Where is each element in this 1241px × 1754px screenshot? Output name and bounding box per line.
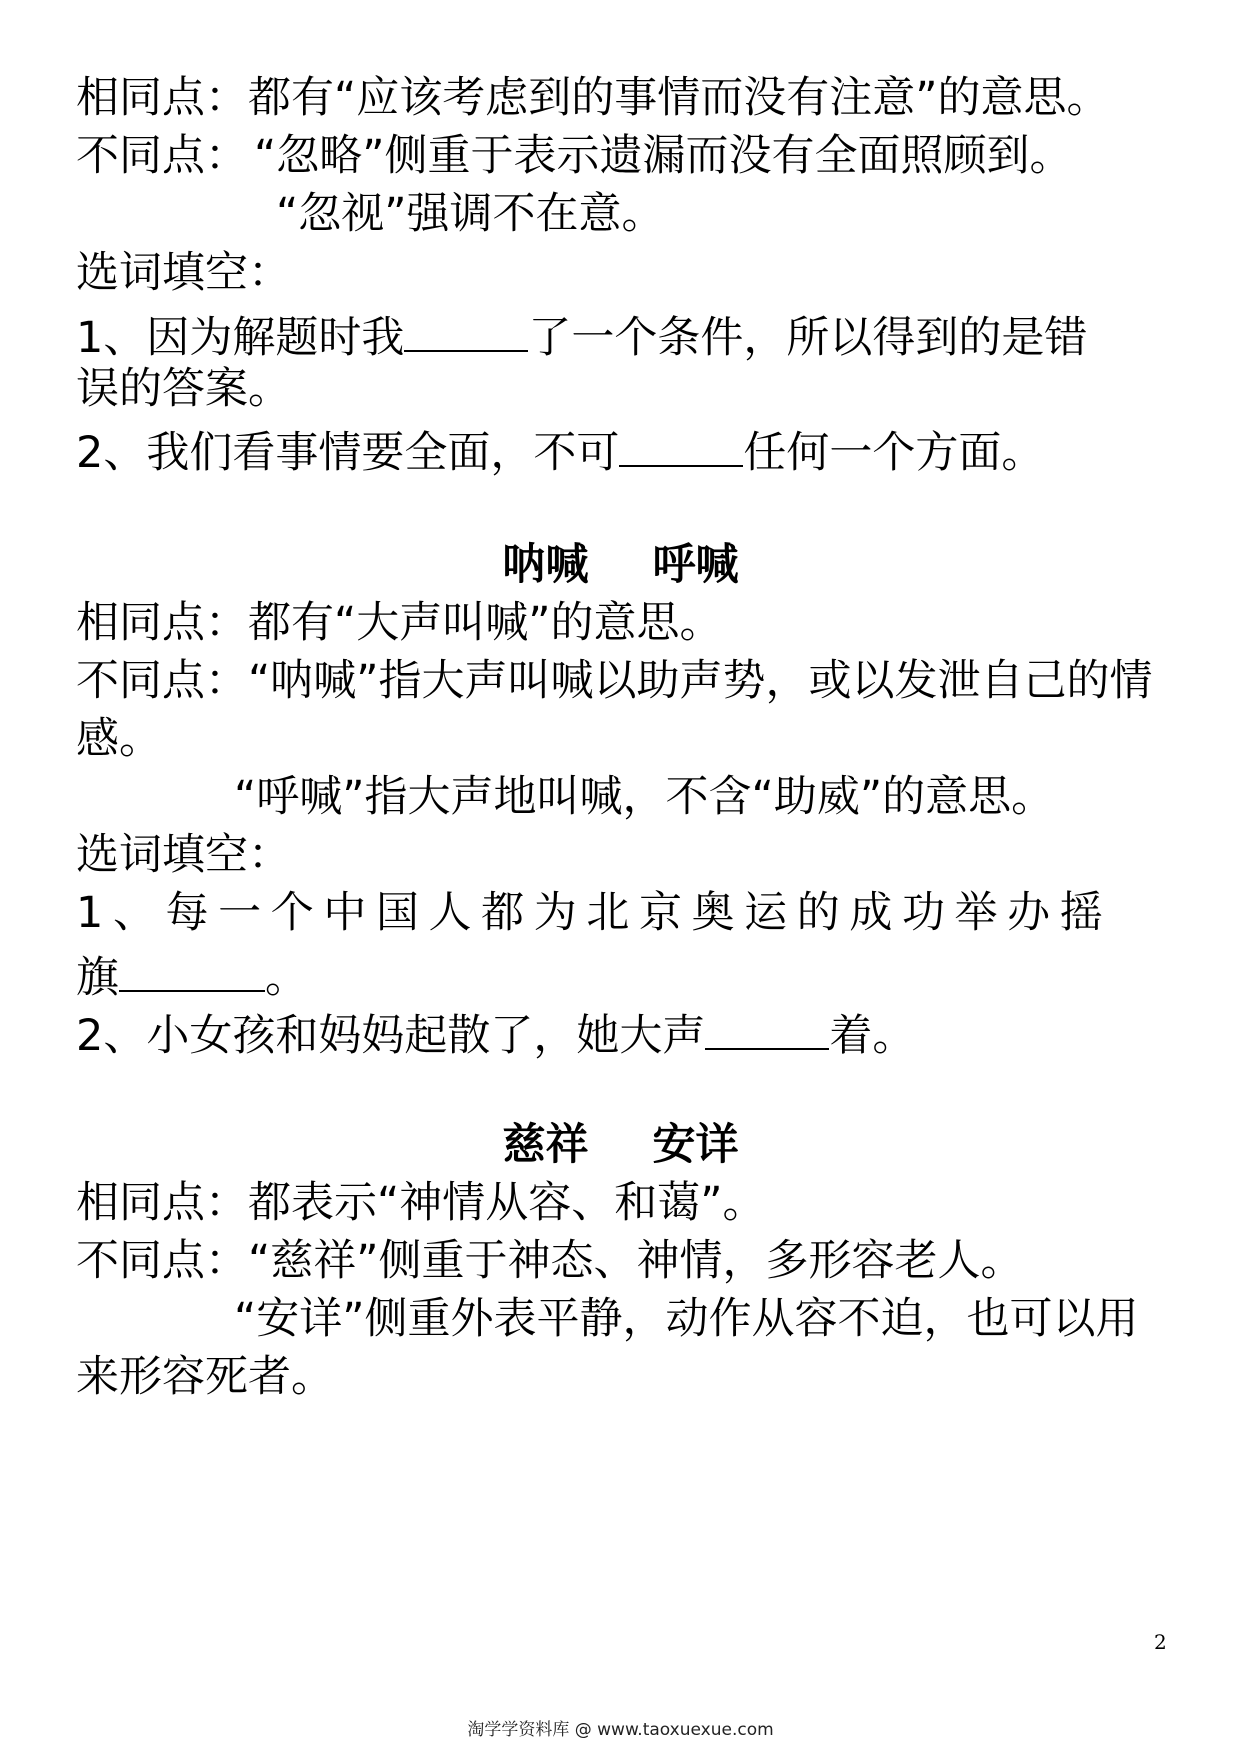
section2-diff-line (76, 656, 1153, 706)
diff-label: 不同点： (76, 131, 248, 181)
answer-blank[interactable] (119, 950, 265, 992)
section1-question-1 (76, 310, 1088, 363)
question-text: 1、因为解题时我 (76, 313, 405, 363)
diff-text: “忽略”侧重于表示遗漏而没有全面照顾到。 (254, 131, 1073, 181)
section3-diff-line-cont: 来形容死者。 (76, 1352, 334, 1402)
word-1: 呐喊 (502, 540, 589, 590)
section1-question-1-cont: 误的答案。 (76, 364, 291, 414)
question-text: 2、我们看事情要全面，不可 (76, 428, 620, 478)
section2-same-line (76, 598, 723, 648)
section2-exercise-title: 选词填空： (76, 830, 291, 880)
section3-same-line (76, 1178, 766, 1228)
question-text: 旗 (76, 953, 119, 1003)
section1-question-2 (76, 425, 1045, 478)
same-label: 相同点： (76, 1178, 248, 1228)
section3-diff-line-2: “安详”侧重外表平静，动作从容不迫，也可以用 (234, 1294, 1139, 1344)
word-2: 安详 (652, 1120, 739, 1170)
word-1: 慈祥 (502, 1120, 589, 1170)
section2-heading (0, 540, 1241, 590)
diff-label: 不同点： (76, 1236, 248, 1286)
section2-diff-line-2: “呼喊”指大声地叫喊，不含“助威”的意思。 (234, 772, 1055, 822)
page-number: 2 (1154, 1630, 1167, 1654)
same-label: 相同点： (76, 598, 248, 648)
footer-watermark: 淘学学资料库 @ www.taoxuexue.com (467, 1720, 774, 1740)
section2-question-1: 1、每一个中国人都为北京奥运的成功举办摇 (76, 888, 1113, 938)
section1-diff-line-2 (276, 189, 665, 239)
same-text: 都有“大声叫喊”的意思。 (248, 598, 723, 648)
section3-heading (0, 1120, 1241, 1170)
diff-label: 不同点： (76, 656, 248, 706)
word-2: 呼喊 (652, 540, 739, 590)
section2-question-2 (76, 1008, 916, 1061)
section2-question-1-cont (76, 950, 308, 1003)
question-text: 任何一个方面。 (743, 428, 1045, 478)
same-label: 相同点： (76, 73, 248, 123)
section1-exercise-title: 选词填空： (76, 248, 291, 298)
diff-text: “忽视”强调不在意。 (276, 189, 665, 239)
question-text: 着。 (829, 1011, 916, 1061)
answer-blank[interactable] (705, 1008, 829, 1050)
answer-blank[interactable] (619, 425, 743, 467)
question-text: 了一个条件，所以得到的是错 (528, 313, 1088, 363)
question-text: 。 (265, 953, 308, 1003)
section2-diff-line-cont: 感。 (76, 714, 162, 764)
same-text: 都有“应该考虑到的事情而没有注意”的意思。 (248, 73, 1110, 123)
section1-same-line (76, 73, 1110, 123)
diff-text: “呐喊”指大声叫喊以助声势，或以发泄自己的情 (248, 656, 1153, 706)
answer-blank[interactable] (404, 310, 528, 352)
section3-diff-line (76, 1236, 1024, 1286)
same-text: 都表示“神情从容、和蔼”。 (248, 1178, 766, 1228)
section1-diff-line (76, 131, 1073, 181)
question-text: 2、小女孩和妈妈起散了，她大声 (76, 1011, 706, 1061)
diff-text: “慈祥”侧重于神态、神情，多形容老人。 (248, 1236, 1024, 1286)
